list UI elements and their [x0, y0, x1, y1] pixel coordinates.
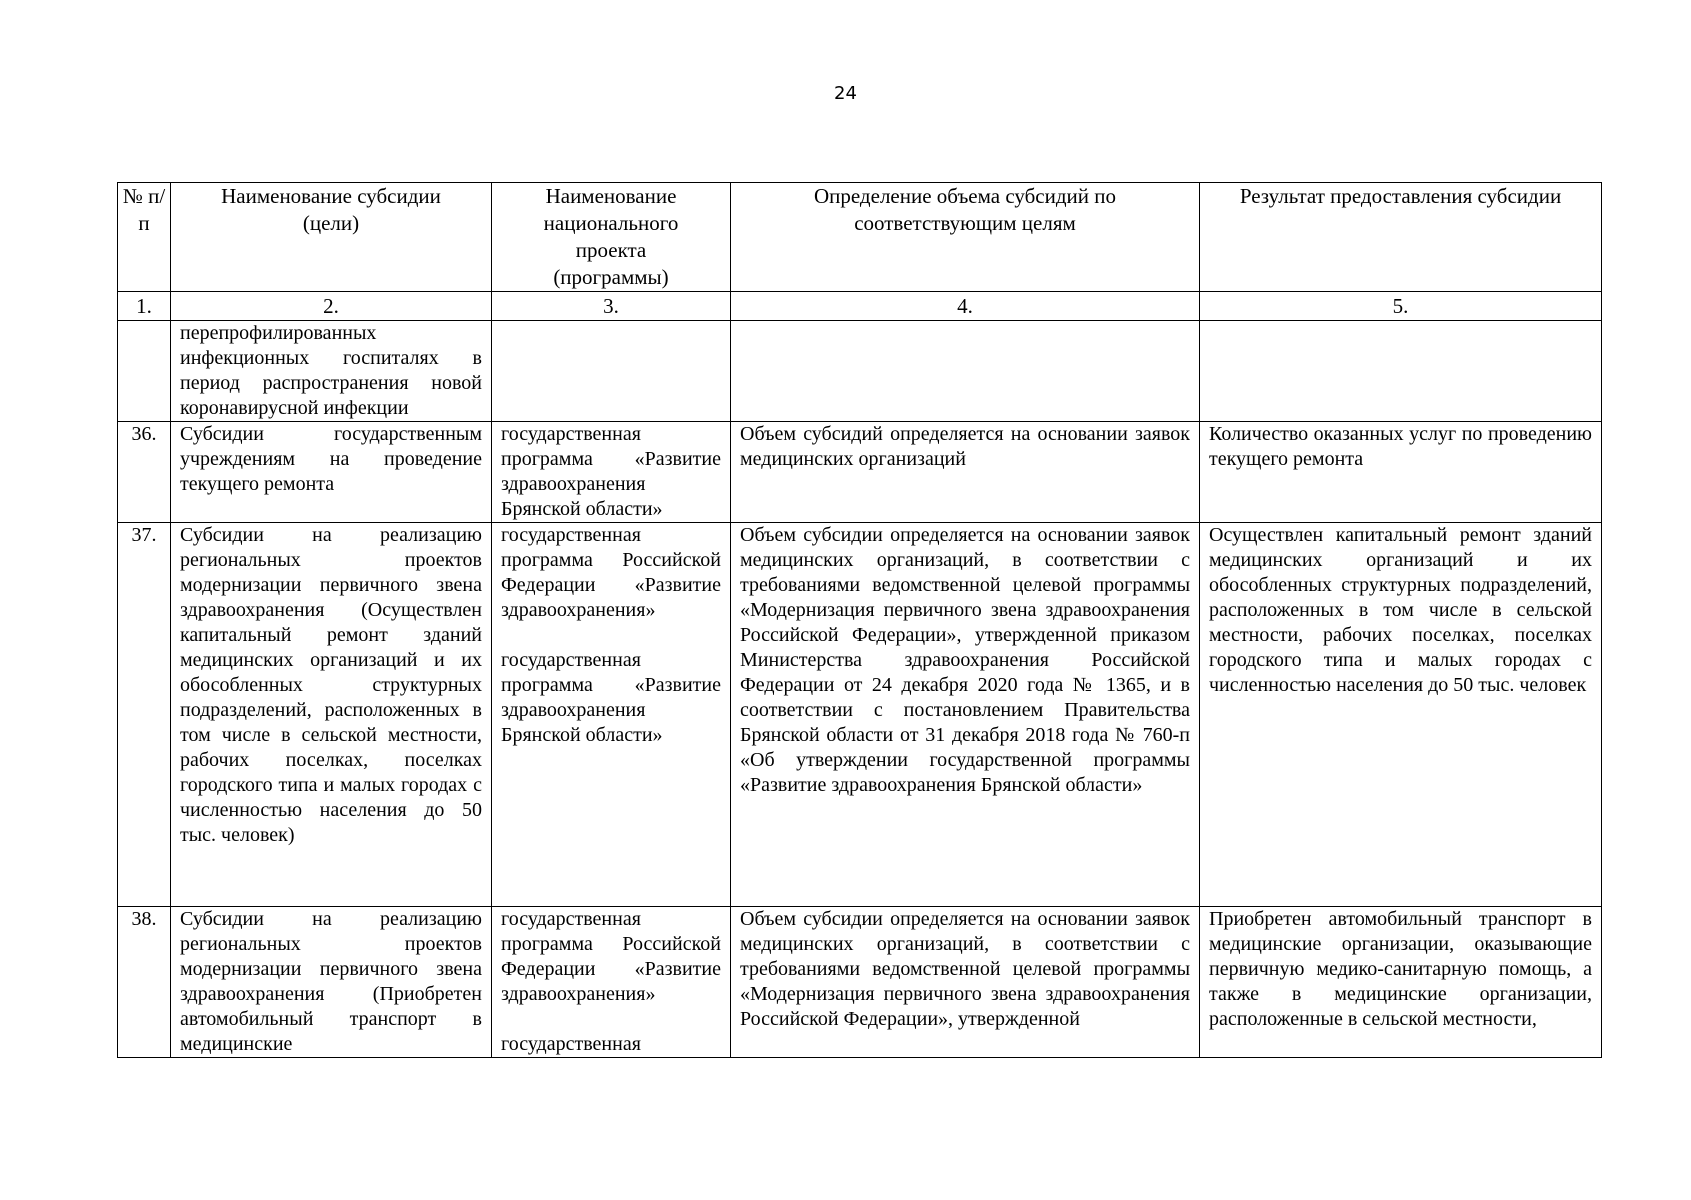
table-row — [118, 907, 1602, 1058]
national-project-cell — [492, 422, 731, 523]
column-number: 2. — [171, 292, 492, 321]
subsidy-name-cell: Субсидии государственным учреждениям на проведение текущего ремонта — [171, 422, 492, 523]
national-project-cell — [492, 523, 731, 907]
volume-definition-cell: Объем субсидии определяется на основании заявок медицинских организаций, в соответствии с требованиями ведомственной целевой программы «Модернизация первичного звена здравоохранения Российской Федерации», утвержденной приказом Министерства здравоохранения Российской Федерации от 24 декабря 2020 года № 1365, и в соответствии с постановлением Правительства Брянской области от 31 декабря 2018 года № 760-п «Об утверждении государственной программы «Развитие здравоохранения Брянской области» — [731, 523, 1200, 907]
header-volume-definition: Определение объема субсидий по соответствующим целям — [731, 183, 1200, 292]
subsidy-name-cell: Субсидии на реализацию региональных проектов модернизации первичного звена здравоохранения (Приобретен автомобильный транспорт в медицинские — [171, 907, 492, 1058]
row-number — [118, 321, 171, 422]
result-cell — [1200, 321, 1602, 422]
column-number: 3. — [492, 292, 731, 321]
header-result: Результат предоставления субсидии — [1200, 183, 1602, 292]
row-number: 36. — [118, 422, 171, 523]
national-project-text: государственная программа «Развитие здравоохранения Брянской области» — [501, 423, 721, 520]
row-number: 38. — [118, 907, 171, 1058]
subsidy-table — [117, 182, 1602, 1058]
header-national-project: Наименование национального проекта (программы) — [492, 183, 731, 292]
header-number: № п/п — [118, 183, 171, 292]
table-row — [118, 321, 1602, 422]
subsidy-name-cell: перепрофилированных инфекционных госпиталях в период распространения новой коронавирусной инфекции — [171, 321, 492, 422]
column-number: 1. — [118, 292, 171, 321]
result-cell: Осуществлен капитальный ремонт зданий медицинских организаций и их обособленных структурных подразделений, расположенных в том числе в сельской местности, рабочих поселках, поселках городского типа и малых городах с численностью населения до 50 тыс. человек — [1200, 523, 1602, 907]
table-row — [118, 523, 1602, 907]
national-project-text: государственная программа Российской Федерации «Развитие здравоохранения» — [501, 908, 721, 1005]
header-subsidy-name: Наименование субсидии (цели) — [171, 183, 492, 292]
table-header-row — [118, 183, 1602, 292]
row-number: 37. — [118, 523, 171, 907]
column-number-row — [118, 292, 1602, 321]
subsidy-name-cell: Субсидии на реализацию региональных проектов модернизации первичного звена здравоохранения (Осуществлен капитальный ремонт зданий медицинских организаций и их обособленных структурных подразделений, расположенных в том числе в сельской местности, рабочих поселках, поселках городского типа и малых городах с численностью населения до 50 тыс. человек) — [171, 523, 492, 907]
national-project-text: государственная программа Российской Федерации «Развитие здравоохранения» — [501, 524, 721, 621]
column-number: 4. — [731, 292, 1200, 321]
column-number: 5. — [1200, 292, 1602, 321]
page-number: 24 — [834, 83, 857, 104]
volume-definition-cell: Объем субсидии определяется на основании заявок медицинских организаций, в соответствии с требованиями ведомственной целевой программы «Модернизация первичного звена здравоохранения Российской Федерации», утвержденной — [731, 907, 1200, 1058]
result-cell: Приобретен автомобильный транспорт в медицинские организации, оказывающие первичную медико-санитарную помощь, а также в медицинские организации, расположенные в сельской местности, — [1200, 907, 1602, 1058]
result-cell: Количество оказанных услуг по проведению текущего ремонта — [1200, 422, 1602, 523]
regional-program-text: государственная — [501, 1033, 641, 1055]
volume-definition-cell: Объем субсидий определяется на основании заявок медицинских организаций — [731, 422, 1200, 523]
regional-program-text: государственная программа «Развитие здравоохранения Брянской области» — [501, 649, 721, 746]
table-row — [118, 422, 1602, 523]
national-project-cell — [492, 321, 731, 422]
volume-definition-cell — [731, 321, 1200, 422]
national-project-cell — [492, 907, 731, 1058]
